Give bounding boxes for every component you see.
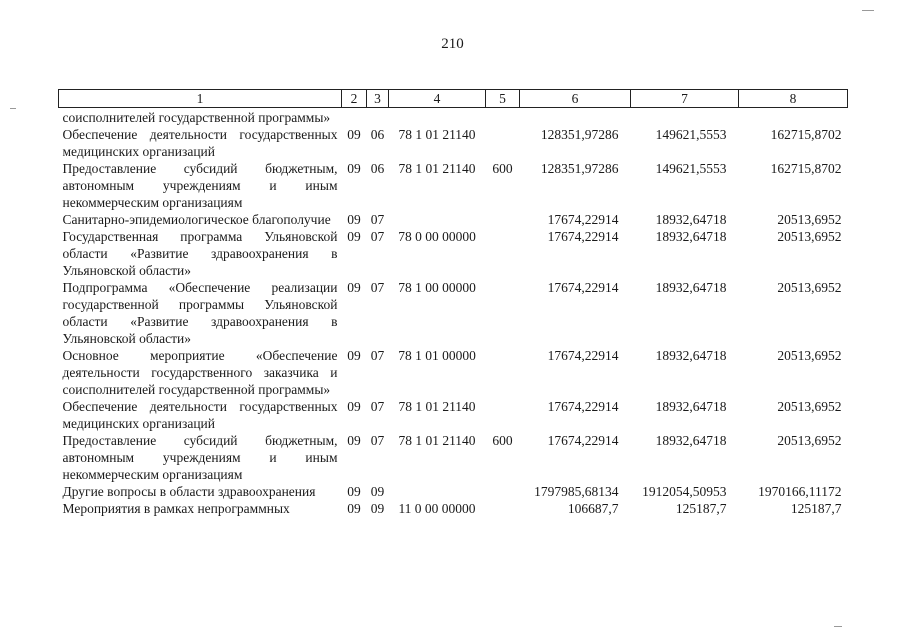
- table-row: [59, 483, 848, 500]
- row-target-code: 78 0 00 00000: [398, 229, 476, 244]
- row-amount-col7: 1912054,50953: [642, 484, 727, 499]
- row-section: 09: [347, 212, 361, 227]
- row-name: соисполнителей государственной программы»: [62, 110, 331, 125]
- row-amount-col8: 20513,6952: [777, 348, 842, 363]
- table-row: [59, 160, 848, 211]
- row-amount-col6: 128351,97286: [540, 161, 619, 176]
- header-col-6: 6: [520, 90, 631, 108]
- budget-table: [58, 89, 848, 517]
- row-amount-col8: 20513,6952: [777, 433, 842, 448]
- scan-speck: [862, 10, 874, 11]
- row-amount-col7: 149621,5553: [655, 161, 727, 176]
- row-name: Предоставление субсидий бюджетным, автономным учреждениям и иным некоммерческим организациям: [62, 433, 338, 482]
- row-expense-type: [486, 500, 520, 517]
- row-subsection: 09: [370, 484, 385, 499]
- table-row: [59, 432, 848, 483]
- row-section: 09: [347, 484, 361, 499]
- row-expense-type: [486, 126, 520, 160]
- header-col-8: 8: [739, 90, 848, 108]
- header-col-5: 5: [486, 90, 520, 108]
- row-expense-type: 600: [492, 161, 513, 176]
- row-name: Обеспечение деятельности государственных медицинских организаций: [62, 399, 338, 431]
- row-section: 09: [347, 501, 361, 516]
- row-subsection: 07: [370, 212, 385, 227]
- row-target-code: 78 1 01 21140: [398, 399, 476, 414]
- row-amount-col8: 1970166,11172: [758, 484, 842, 499]
- row-amount-col7: 18932,64718: [655, 280, 727, 295]
- row-amount-col8: 20513,6952: [777, 229, 842, 244]
- row-section: 09: [347, 399, 361, 414]
- row-expense-type: [486, 108, 520, 127]
- row-amount-col6: 106687,7: [567, 501, 619, 516]
- row-target-code: 78 1 01 00000: [398, 348, 476, 363]
- row-expense-type: [486, 347, 520, 398]
- row-amount-col7: 149621,5553: [655, 127, 727, 142]
- row-amount-col8: 20513,6952: [777, 212, 842, 227]
- row-subsection: 06: [370, 127, 385, 142]
- row-subsection: [367, 108, 389, 127]
- row-amount-col6: [520, 108, 631, 127]
- row-section: 09: [347, 280, 361, 295]
- row-subsection: 07: [370, 229, 385, 244]
- row-amount-col6: 17674,22914: [547, 399, 619, 414]
- row-target-code: 78 1 00 00000: [398, 280, 476, 295]
- table-row: [59, 347, 848, 398]
- row-amount-col7: [631, 108, 739, 127]
- row-amount-col8: [739, 108, 848, 127]
- row-subsection: 07: [370, 433, 385, 448]
- header-col-7: 7: [631, 90, 739, 108]
- row-expense-type: [486, 483, 520, 500]
- row-target-code: [389, 483, 486, 500]
- row-name: Мероприятия в рамках непрограммных: [62, 501, 290, 516]
- header-col-3: 3: [367, 90, 389, 108]
- table-row: [59, 228, 848, 279]
- row-section: [342, 108, 367, 127]
- row-target-code: 78 1 01 21140: [398, 433, 476, 448]
- row-name: Государственная программа Ульяновской области «Развитие здравоохранения в Ульяновской области»: [62, 229, 338, 278]
- row-amount-col8: 162715,8702: [770, 161, 842, 176]
- row-amount-col7: 18932,64718: [655, 399, 727, 414]
- row-subsection: 06: [370, 161, 385, 176]
- row-amount-col6: 128351,97286: [540, 127, 619, 142]
- header-row: [59, 90, 848, 108]
- row-amount-col6: 1797985,68134: [534, 484, 619, 499]
- row-amount-col6: 17674,22914: [547, 280, 619, 295]
- table-row: [59, 279, 848, 347]
- row-target-code: [389, 211, 486, 228]
- row-amount-col8: 20513,6952: [777, 280, 842, 295]
- row-target-code: 78 1 01 21140: [398, 161, 476, 176]
- row-name: Обеспечение деятельности государственных медицинских организаций: [62, 127, 338, 159]
- row-name: Санитарно-эпидемиологическое благополучие: [62, 212, 331, 227]
- row-amount-col8: 162715,8702: [770, 127, 842, 142]
- scan-speck: [10, 108, 16, 109]
- header-col-2: 2: [342, 90, 367, 108]
- row-expense-type: 600: [492, 433, 513, 448]
- row-amount-col6: 17674,22914: [547, 212, 619, 227]
- row-amount-col7: 18932,64718: [655, 348, 727, 363]
- row-name: Основное мероприятие «Обеспечение деятельности государственного заказчика и соисполнителей государственной программы»: [62, 348, 338, 397]
- row-amount-col6: 17674,22914: [547, 433, 619, 448]
- row-name: Подпрограмма «Обеспечение реализации государственной программы Ульяновской области «Развитие здравоохранения в Ульяновской области»: [62, 280, 338, 346]
- page-number: 210: [441, 36, 464, 52]
- row-expense-type: [486, 211, 520, 228]
- row-name: Другие вопросы в области здравоохранения: [62, 484, 316, 499]
- table-row: [59, 398, 848, 432]
- row-subsection: 09: [370, 501, 385, 516]
- row-target-code: [389, 108, 486, 127]
- row-section: 09: [347, 433, 361, 448]
- table-row: [59, 211, 848, 228]
- row-subsection: 07: [370, 348, 385, 363]
- row-name: Предоставление субсидий бюджетным, автономным учреждениям и иным некоммерческим организациям: [62, 161, 338, 210]
- row-amount-col7: 18932,64718: [655, 212, 727, 227]
- row-amount-col6: 17674,22914: [547, 348, 619, 363]
- row-amount-col8: 125187,7: [790, 501, 842, 516]
- scan-speck: [834, 626, 842, 627]
- row-expense-type: [486, 228, 520, 279]
- row-amount-col7: 125187,7: [675, 501, 727, 516]
- table-row: [59, 126, 848, 160]
- row-section: 09: [347, 161, 361, 176]
- header-col-4: 4: [389, 90, 486, 108]
- row-target-code: 11 0 00 00000: [398, 501, 476, 516]
- row-expense-type: [486, 398, 520, 432]
- header-col-1: 1: [59, 90, 342, 108]
- row-target-code: 78 1 01 21140: [398, 127, 476, 142]
- row-amount-col6: 17674,22914: [547, 229, 619, 244]
- row-amount-col7: 18932,64718: [655, 229, 727, 244]
- row-section: 09: [347, 348, 361, 363]
- row-amount-col8: 20513,6952: [777, 399, 842, 414]
- row-section: 09: [347, 229, 361, 244]
- table-row: [59, 500, 848, 517]
- row-expense-type: [486, 279, 520, 347]
- row-amount-col7: 18932,64718: [655, 433, 727, 448]
- table-row: [59, 108, 848, 127]
- row-subsection: 07: [370, 399, 385, 414]
- row-subsection: 07: [370, 280, 385, 295]
- row-section: 09: [347, 127, 361, 142]
